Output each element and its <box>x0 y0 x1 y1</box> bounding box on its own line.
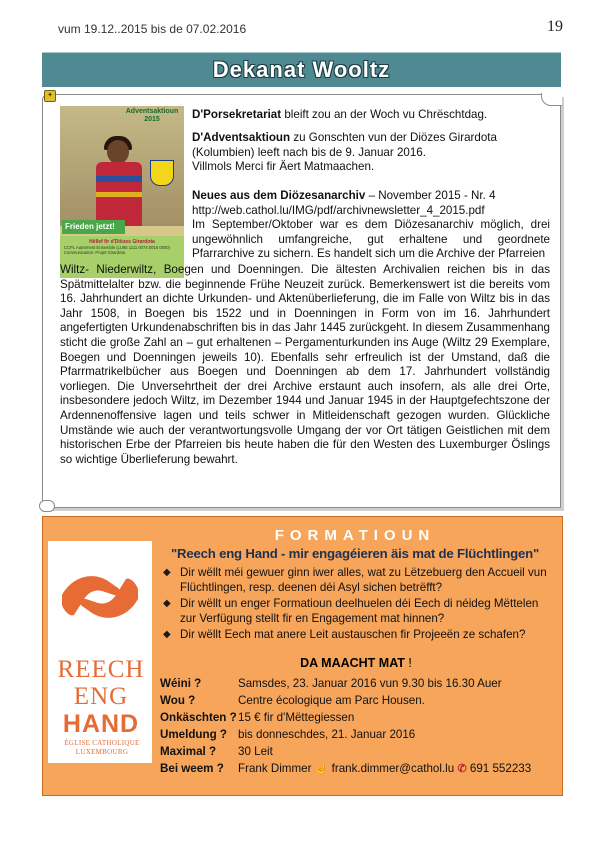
bullet-text: Dir wëllt Eech mat anere Leit austauschen fir Projeeën ze schafen? <box>180 628 526 642</box>
hands-logo-icon <box>58 555 142 637</box>
poster-fine-title: Hëllef fir d'Diözes Girardota <box>89 239 155 245</box>
detail-label: Wou ? <box>160 694 196 707</box>
contact-name: Frank Dimmer <box>238 762 312 775</box>
contact-phone[interactable]: 691 552233 <box>469 762 532 775</box>
table-row <box>160 675 550 692</box>
detail-value: Centre écologique am Parc Housen. <box>238 694 425 707</box>
page-number: 19 <box>547 18 563 35</box>
formation-details-table <box>160 675 550 778</box>
porsekretariat-notice <box>192 108 550 123</box>
detail-label: Maximal ? <box>160 745 217 758</box>
bullet-text: Dir wëllt un enger Formatioun deelhuelen déi Eech di néideg Mëttelen zur Verfügung stellt fir en Engagement mat hinnen? <box>180 597 539 625</box>
diamond-bullet-icon: ◆ <box>163 629 171 641</box>
logo-text-hand: HAND <box>62 710 140 738</box>
detail-label: Umeldung ? <box>160 728 227 741</box>
poster-crest-icon <box>150 160 174 186</box>
detail-value: 15 € fir d'Mëttegiessen <box>238 711 355 724</box>
table-row <box>160 726 550 743</box>
phone-icon: ✆ <box>457 763 467 775</box>
poster-fine-text: CCPL Autrement Ensemble (LU65 1111 0074 0016 0000) Communication: Projet Girardota <box>64 245 170 255</box>
section-banner <box>42 52 561 87</box>
logo-line-2: ENG <box>73 683 129 710</box>
archiv-lead: Neues aus dem Diözesanarchiv <box>192 189 366 202</box>
adventsaktioun-notice <box>192 131 550 175</box>
detail-value: 30 Leit <box>238 745 273 758</box>
detail-value: bis donneschdes, 21. Januar 2016 <box>238 728 416 741</box>
adventsaktioun-lead: D'Adventsaktioun <box>192 131 291 144</box>
archiv-url-link[interactable]: http://web.cathol.lu/IMG/pdf/archivnewsletter_4_2015.pdf <box>192 203 485 217</box>
table-row <box>160 743 550 760</box>
porsekretariat-lead: D'Porsekretariat <box>192 108 282 121</box>
adventsaktioun-thanks: Villmols Merci fir Äert Matmaachen. <box>192 160 375 174</box>
diamond-bullet-icon: ◆ <box>163 567 171 578</box>
scroll-curl-bottom <box>39 500 55 512</box>
list-item <box>160 597 552 626</box>
diamond-bullet-icon: ◆ <box>163 598 171 610</box>
table-row <box>160 709 550 726</box>
poster-fine-print <box>64 240 180 255</box>
advent-poster-image <box>60 106 184 278</box>
call-to-action-suffix: ! <box>404 656 412 670</box>
logo-org: ÉGLISE CATHOLIQUE LUXEMBOURG <box>64 739 140 756</box>
archiv-body-right: Im September/Oktober war es dem Diözesanarchiv möglich, drei ungewöhnlich umfangreiche, gut erhaltene und geordnete Pfarrarchive zu sichern. Es handelt sich um die Archive der Pfarreien <box>192 218 550 261</box>
detail-label: Onkäschten ? <box>160 711 237 724</box>
banner-title: Dekanat Wooltz <box>212 57 391 82</box>
poster-figure-head <box>107 140 129 164</box>
pointing-hand-icon: ☝ <box>314 763 329 775</box>
table-row <box>160 692 550 709</box>
scroll-curl-corner <box>541 93 562 106</box>
archiv-article-head <box>192 189 550 218</box>
archiv-body-full: Wiltz- Niederwiltz, Boegen und Doenningen. Die ältesten Archivalien reichen bis in das Spätmittelalter bzw. die beginnende Frühe Neuzeit zurück. Bemerkenswert ist die bereits vom 16. Jahrhundert an dichte Urkunden- und Aktenüberlieferung, die im Falle von Wiltz bis in das Jahr 1508, in Boegen bis 1522 und in Doenningen in Form von im 16. Jahrhundert angefertigten Urkundenabschriften bis in das Jahr 1445 zurückgeht. In diesem Zusammenhang sticht die große Zahl an – gut erhaltenen – Pergamenturkunden ins Auge (Wiltz 29 Exemplare, Boegen und Doenningen jeweils 10). Ebenfalls sehr erfreulich ist der Umstand, daß die Pfarrmatrikelbücher aus Boegen und Doenningen ab dem 17. Jahrhundert vollständig vorliegen. Die Unversehrtheit der drei Archive erstaunt auch insofern, als alle drei Orte, insbesondere jedoch Wiltz, im Dezember 1944 und Januar 1945 in der Hauptgefechtszone der Ardennenoffensive lagen und teils schwer in Mitleidenschaft gezogen wurden. Glückliche Umstände wie auch der verantwortungsvolle Umgang der vor Ort tätigen Geistlichen mit dem historischen Erbe der Pfarreien bis heute haben die für den Westen des Luxemburger Öslings so wichtige Überlieferung bewahrt. <box>60 263 550 466</box>
logo-text-reech-eng <box>56 656 146 710</box>
bullet-text: Dir wëllt méi gewuer ginn iwer alles, wat zu Lëtzebuerg den Accueil vun Flüchtlingen, resp. deenen déi Asyl sichen betrëfft? <box>180 566 547 594</box>
list-item <box>160 566 552 595</box>
contact-label: Bei weem ? <box>160 762 224 775</box>
call-to-action <box>160 656 552 670</box>
archiv-issue: – November 2015 - Nr. 4 <box>365 189 496 202</box>
formation-bullet-list <box>160 566 552 645</box>
call-to-action-text: DA MAACHT MAT <box>300 656 405 670</box>
detail-label: Wéini ? <box>160 677 202 690</box>
poster-figure-stripe <box>96 192 142 197</box>
poster-title: Adventsaktioun 2015 <box>125 108 179 123</box>
poster-figure-stripe <box>96 176 142 182</box>
detail-value: Samsdes, 23. Januar 2016 vun 9.30 bis 16.30 Auer <box>238 677 502 690</box>
adventsaktioun-text: zu Gonschten vun der Diözes Girardota (Kolumbien) leeft nach bis de 9. Januar 2016. <box>192 131 497 159</box>
contact-value <box>238 760 550 778</box>
formation-title: FORMATIOUN <box>274 527 436 544</box>
pin-icon: ✦ <box>44 90 56 102</box>
porsekretariat-text: bleift zou an der Woch vu Chrëschtdag. <box>281 108 488 121</box>
poster-slogan: Frieden jetzt! <box>62 220 125 234</box>
contact-email-link[interactable]: frank.dimmer@cathol.lu <box>331 762 455 775</box>
formation-subtitle: "Reech eng Hand - mir engagéieren äis mat de Flüchtlingen" <box>170 546 540 561</box>
list-item <box>160 628 552 643</box>
logo-line-1: REECH <box>57 656 145 683</box>
table-row <box>160 760 550 778</box>
header-date: vum 19.12..2015 bis de 07.02.2016 <box>58 22 247 36</box>
